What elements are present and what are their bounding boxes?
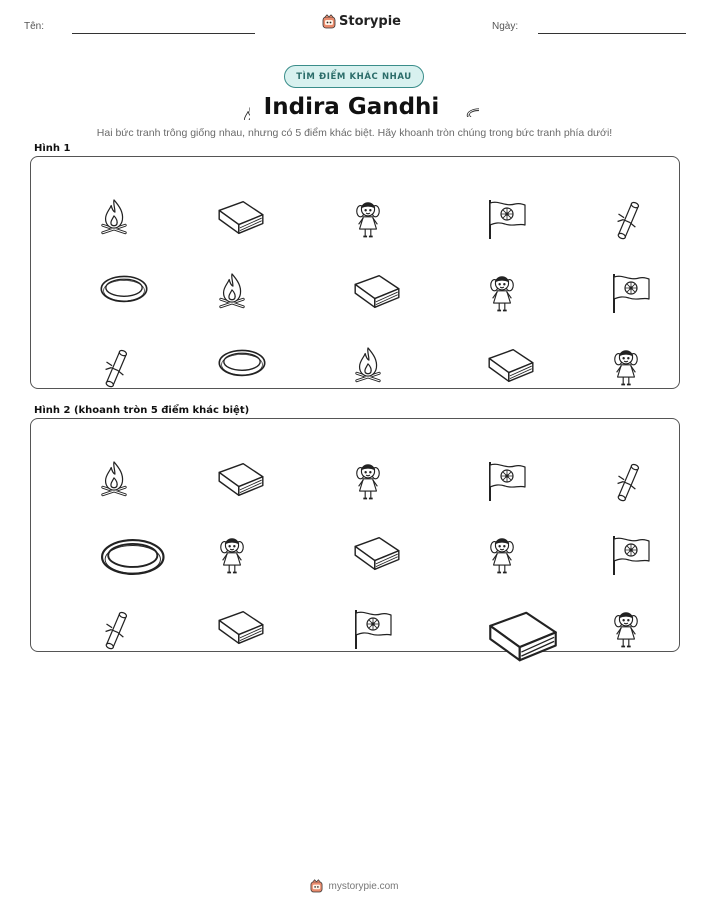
grid-cell[interactable] (69, 243, 129, 303)
picture1-panel[interactable] (30, 156, 680, 389)
date-field[interactable] (538, 33, 686, 34)
ring-icon (74, 257, 124, 289)
grid-cell[interactable] (581, 579, 641, 639)
picture2-label: Hình 2 (khoanh tròn 5 điểm khác biệt) (34, 405, 250, 416)
grid-cell[interactable] (69, 431, 129, 491)
picture2-panel[interactable] (30, 418, 680, 652)
grid-cell[interactable] (457, 243, 517, 303)
flag-icon (591, 515, 631, 555)
doll-icon (472, 252, 502, 294)
doll-icon (596, 588, 626, 630)
doll-icon (338, 178, 368, 220)
grid-cell[interactable] (69, 169, 129, 229)
grid-cell[interactable] (581, 431, 641, 491)
grid-cell[interactable] (323, 505, 383, 565)
doll-icon (338, 440, 368, 482)
fire-icon (84, 180, 114, 218)
flag-icon (467, 179, 507, 219)
page-title: Indira Gandhi (263, 94, 440, 120)
brand-logo (322, 14, 401, 29)
name-label: Tên: (24, 21, 45, 32)
book-icon (451, 583, 523, 636)
flag-icon (591, 253, 631, 293)
footer-site: mystorypie.com (328, 880, 399, 892)
name-field[interactable] (72, 33, 255, 34)
flag-icon (467, 441, 507, 481)
grid-cell[interactable] (323, 243, 383, 303)
flag-icon (333, 589, 373, 629)
scroll-icon (84, 326, 114, 368)
grid-cell[interactable] (323, 169, 383, 229)
fire-icon (230, 94, 250, 120)
ring-icon (65, 514, 133, 557)
scroll-icon (596, 440, 626, 482)
ring-icon (453, 97, 479, 117)
scroll-icon (596, 178, 626, 220)
book-icon (193, 182, 241, 217)
grid-cell[interactable] (581, 169, 641, 229)
doll-icon (472, 514, 502, 556)
book-icon (329, 518, 377, 553)
grid-cell[interactable] (581, 317, 641, 377)
book-icon (329, 256, 377, 291)
grid-cell[interactable] (581, 243, 641, 303)
grid-cell[interactable] (187, 243, 247, 303)
grid-cell[interactable] (457, 579, 517, 639)
storypie-mascot-icon (310, 879, 323, 893)
book-icon (193, 444, 241, 479)
grid-cell[interactable] (457, 505, 517, 565)
grid-cell[interactable] (457, 431, 517, 491)
storypie-mascot-icon (322, 14, 336, 29)
grid-cell[interactable] (323, 431, 383, 491)
date-label: Ngày: (492, 21, 519, 32)
ring-icon (192, 331, 242, 363)
grid-cell[interactable] (323, 579, 383, 639)
fire-icon (338, 328, 368, 366)
grid-cell[interactable] (69, 505, 129, 565)
activity-tag: TÌM ĐIỂM KHÁC NHAU (284, 65, 424, 88)
grid-cell[interactable] (323, 317, 383, 377)
grid-cell[interactable] (187, 579, 247, 639)
grid-cell[interactable] (581, 505, 641, 565)
grid-cell[interactable] (457, 317, 517, 377)
grid-cell[interactable] (69, 579, 129, 639)
grid-cell[interactable] (187, 169, 247, 229)
book-icon (193, 592, 241, 627)
grid-cell[interactable] (457, 169, 517, 229)
footer (0, 879, 709, 893)
fire-icon (84, 442, 114, 480)
doll-icon (596, 326, 626, 368)
picture1-label: Hình 1 (34, 143, 71, 154)
fire-icon (202, 254, 232, 292)
title-row (0, 90, 709, 124)
instructions: Hai bức tranh trông giống nhau, nhưng có 5 điểm khác biệt. Hãy khoanh tròn chúng trong bức tranh phía dưới! (96, 127, 613, 139)
brand-name: Storypie (339, 14, 401, 29)
grid-cell[interactable] (187, 317, 247, 377)
grid-cell[interactable] (187, 505, 247, 565)
scroll-icon (84, 588, 114, 630)
grid-cell[interactable] (69, 317, 129, 377)
book-icon (463, 330, 511, 365)
doll-icon (202, 514, 232, 556)
grid-cell[interactable] (187, 431, 247, 491)
